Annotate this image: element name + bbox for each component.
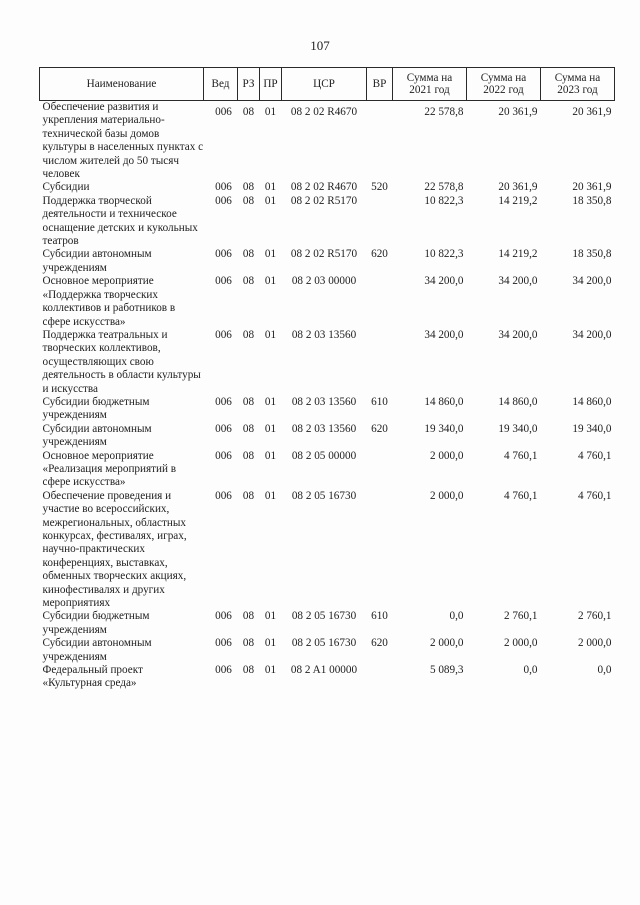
cell-rz: 08: [242, 449, 255, 462]
header-sum-2023: Сумма на 2023 год: [541, 68, 615, 101]
cell-vr: 610: [371, 610, 388, 623]
cell-vr: [367, 101, 393, 182]
cell-sum-2021: 34 200,0: [424, 328, 464, 341]
cell-ved: 006: [215, 422, 232, 435]
cell-name: Субсидии автономным учреждениям: [42, 248, 152, 274]
page-number: 107: [310, 38, 330, 53]
cell-ved: 006: [215, 106, 232, 118]
cell-ved: 006: [215, 489, 232, 502]
cell-rz: 08: [242, 248, 255, 261]
cell-name: Субсидии автономным учреждениям: [42, 637, 152, 663]
cell-rz: 08: [242, 664, 255, 677]
cell-sum-2022: 20 361,9: [498, 106, 538, 118]
cell-name: Субсидии: [42, 181, 90, 194]
cell-sum-2021: 2 000,0: [429, 637, 464, 650]
cell-pr: 01: [264, 610, 277, 623]
cell-sum-2022: 4 760,1: [503, 489, 538, 502]
cell-ved: 006: [215, 194, 232, 207]
table-header: [40, 68, 615, 101]
table-row: [40, 329, 615, 396]
table-row: [40, 610, 615, 637]
cell-pr: 01: [264, 422, 277, 435]
cell-rz: 08: [242, 181, 255, 194]
cell-csr: 08 2 A1 00000: [290, 664, 358, 677]
table-row: [40, 637, 615, 664]
table-row: [40, 664, 615, 691]
header-vr: ВР: [367, 68, 393, 101]
cell-sum-2022: 20 361,9: [498, 181, 538, 194]
cell-vr: [367, 195, 393, 249]
cell-name: Субсидии автономным учреждениям: [42, 422, 152, 449]
cell-pr: 01: [264, 328, 277, 341]
cell-sum-2023: 20 361,9: [572, 181, 612, 194]
cell-sum-2022: 34 200,0: [498, 328, 538, 341]
cell-pr: 01: [264, 449, 277, 462]
cell-vr: [367, 329, 393, 396]
cell-vr: [367, 490, 393, 611]
cell-rz: 08: [242, 610, 255, 623]
cell-sum-2021: 10 822,3: [424, 248, 464, 261]
cell-sum-2023: 0,0: [597, 664, 612, 677]
cell-pr: 01: [264, 194, 277, 207]
cell-sum-2023: 14 860,0: [572, 395, 612, 408]
cell-csr: 08 2 03 13560: [291, 328, 357, 341]
cell-sum-2021: 14 860,0: [424, 395, 464, 408]
header-sum-2021: Сумма на 2021 год: [393, 68, 467, 101]
table-row: [40, 490, 615, 611]
header-pr: ПР: [260, 68, 282, 101]
cell-sum-2022: 34 200,0: [498, 275, 538, 288]
cell-pr: 01: [264, 489, 277, 502]
cell-ved: 006: [215, 181, 232, 194]
table-row: [40, 101, 615, 182]
cell-sum-2023: 34 200,0: [572, 275, 612, 288]
cell-pr: 01: [264, 248, 277, 261]
cell-sum-2021: 10 822,3: [424, 194, 464, 207]
cell-name: Основное мероприятие «Реализация мероприятий в сфере искусства»: [42, 449, 177, 489]
cell-name: Федеральный проект «Культурная среда»: [42, 664, 143, 690]
cell-ved: 006: [215, 328, 232, 341]
cell-name: Поддержка творческой деятельности и техническое оснащение детских и кукольных театров: [42, 194, 198, 248]
cell-sum-2022: 2 000,0: [503, 637, 538, 650]
cell-pr: 01: [264, 275, 277, 288]
cell-rz: 08: [242, 395, 255, 408]
cell-sum-2023: 4 760,1: [577, 449, 612, 462]
cell-sum-2023: 4 760,1: [577, 489, 612, 502]
cell-pr: 01: [264, 637, 277, 650]
cell-csr: 08 2 02 R4670: [290, 106, 358, 118]
cell-csr: 08 2 02 R5170: [290, 248, 358, 261]
cell-csr: 08 2 02 R5170: [290, 194, 358, 207]
cell-sum-2021: 0,0: [449, 610, 464, 623]
cell-name: Субсидии бюджетным учреждениям: [42, 395, 150, 422]
cell-sum-2021: 19 340,0: [424, 422, 464, 435]
cell-csr: 08 2 05 16730: [291, 637, 357, 650]
cell-sum-2022: 2 760,1: [503, 610, 538, 623]
cell-sum-2023: 2 000,0: [577, 637, 612, 650]
cell-ved: 006: [215, 248, 232, 261]
table-body: [40, 101, 615, 691]
cell-sum-2023: 20 361,9: [572, 106, 612, 118]
table-row: [40, 396, 615, 423]
header-rz: РЗ: [238, 68, 260, 101]
cell-sum-2023: 34 200,0: [572, 328, 612, 341]
cell-name: Субсидии бюджетным учреждениям: [42, 610, 150, 636]
header-name: Наименование: [40, 68, 204, 101]
cell-sum-2023: 2 760,1: [577, 610, 612, 623]
table-row: [40, 248, 615, 275]
cell-ved: 006: [215, 664, 232, 677]
table-row: [40, 181, 615, 194]
cell-sum-2022: 0,0: [523, 664, 538, 677]
cell-sum-2023: 19 340,0: [572, 422, 612, 435]
cell-rz: 08: [242, 106, 255, 118]
cell-sum-2023: 18 350,8: [572, 248, 612, 261]
header-ved: Вед: [204, 68, 238, 101]
cell-vr: [367, 664, 393, 691]
budget-table: [39, 67, 615, 691]
cell-rz: 08: [242, 275, 255, 288]
cell-sum-2022: 19 340,0: [498, 422, 538, 435]
cell-sum-2022: 14 219,2: [498, 248, 538, 261]
cell-csr: 08 2 03 00000: [291, 275, 357, 288]
cell-rz: 08: [242, 328, 255, 341]
cell-rz: 08: [242, 194, 255, 207]
cell-vr: 520: [371, 181, 388, 194]
cell-sum-2022: 4 760,1: [503, 449, 538, 462]
cell-csr: 08 2 02 R4670: [290, 181, 358, 194]
cell-csr: 08 2 03 13560: [291, 395, 357, 408]
cell-sum-2021: 2 000,0: [429, 449, 464, 462]
cell-vr: [367, 275, 393, 329]
header-csr: ЦСР: [282, 68, 367, 101]
cell-sum-2021: 2 000,0: [429, 489, 464, 502]
cell-csr: 08 2 05 16730: [291, 610, 357, 623]
cell-sum-2023: 18 350,8: [572, 194, 612, 207]
cell-ved: 006: [215, 275, 232, 288]
cell-vr: 620: [371, 248, 388, 261]
cell-ved: 006: [215, 610, 232, 623]
cell-pr: 01: [264, 106, 277, 118]
table-row: [40, 195, 615, 249]
cell-sum-2021: 22 578,8: [424, 106, 464, 118]
cell-sum-2021: 5 089,3: [429, 664, 464, 677]
cell-vr: [367, 450, 393, 490]
cell-csr: 08 2 05 00000: [291, 449, 357, 462]
cell-name: Поддержка театральных и творческих коллективов, осуществляющих свою деятельность в области культуры и искусства: [42, 328, 201, 395]
table-row: [40, 275, 615, 329]
cell-vr: 610: [371, 395, 388, 408]
cell-csr: 08 2 03 13560: [291, 422, 357, 435]
table-row: [40, 423, 615, 450]
table-row: [40, 450, 615, 490]
cell-name: Обеспечение развития и укрепления материально-технической базы домов культуры в населенных пунктах с числом жителей до 50 тысяч человек: [42, 101, 204, 181]
cell-pr: 01: [264, 395, 277, 408]
header-sum-2022: Сумма на 2022 год: [467, 68, 541, 101]
cell-name: Основное мероприятие «Поддержка творческих коллективов и работников в сфере искусства»: [42, 275, 176, 328]
cell-sum-2022: 14 860,0: [498, 395, 538, 408]
cell-sum-2021: 22 578,8: [424, 181, 464, 194]
cell-ved: 006: [215, 395, 232, 408]
cell-sum-2021: 34 200,0: [424, 275, 464, 288]
cell-rz: 08: [242, 637, 255, 650]
cell-pr: 01: [264, 664, 277, 677]
cell-sum-2022: 14 219,2: [498, 194, 538, 207]
cell-ved: 006: [215, 637, 232, 650]
cell-vr: 620: [371, 637, 388, 650]
cell-rz: 08: [242, 489, 255, 502]
cell-vr: 620: [371, 422, 388, 435]
cell-rz: 08: [242, 422, 255, 435]
cell-csr: 08 2 05 16730: [291, 489, 357, 502]
cell-ved: 006: [215, 449, 232, 462]
cell-name: Обеспечение проведения и участие во всероссийских, межрегиональных, областных конкурсах, фестивалях, играх, научно-практических конференциях, выставках, обменных творческих акциях, кинофестивалях и других мероприятиях: [42, 489, 187, 610]
cell-pr: 01: [264, 181, 277, 194]
